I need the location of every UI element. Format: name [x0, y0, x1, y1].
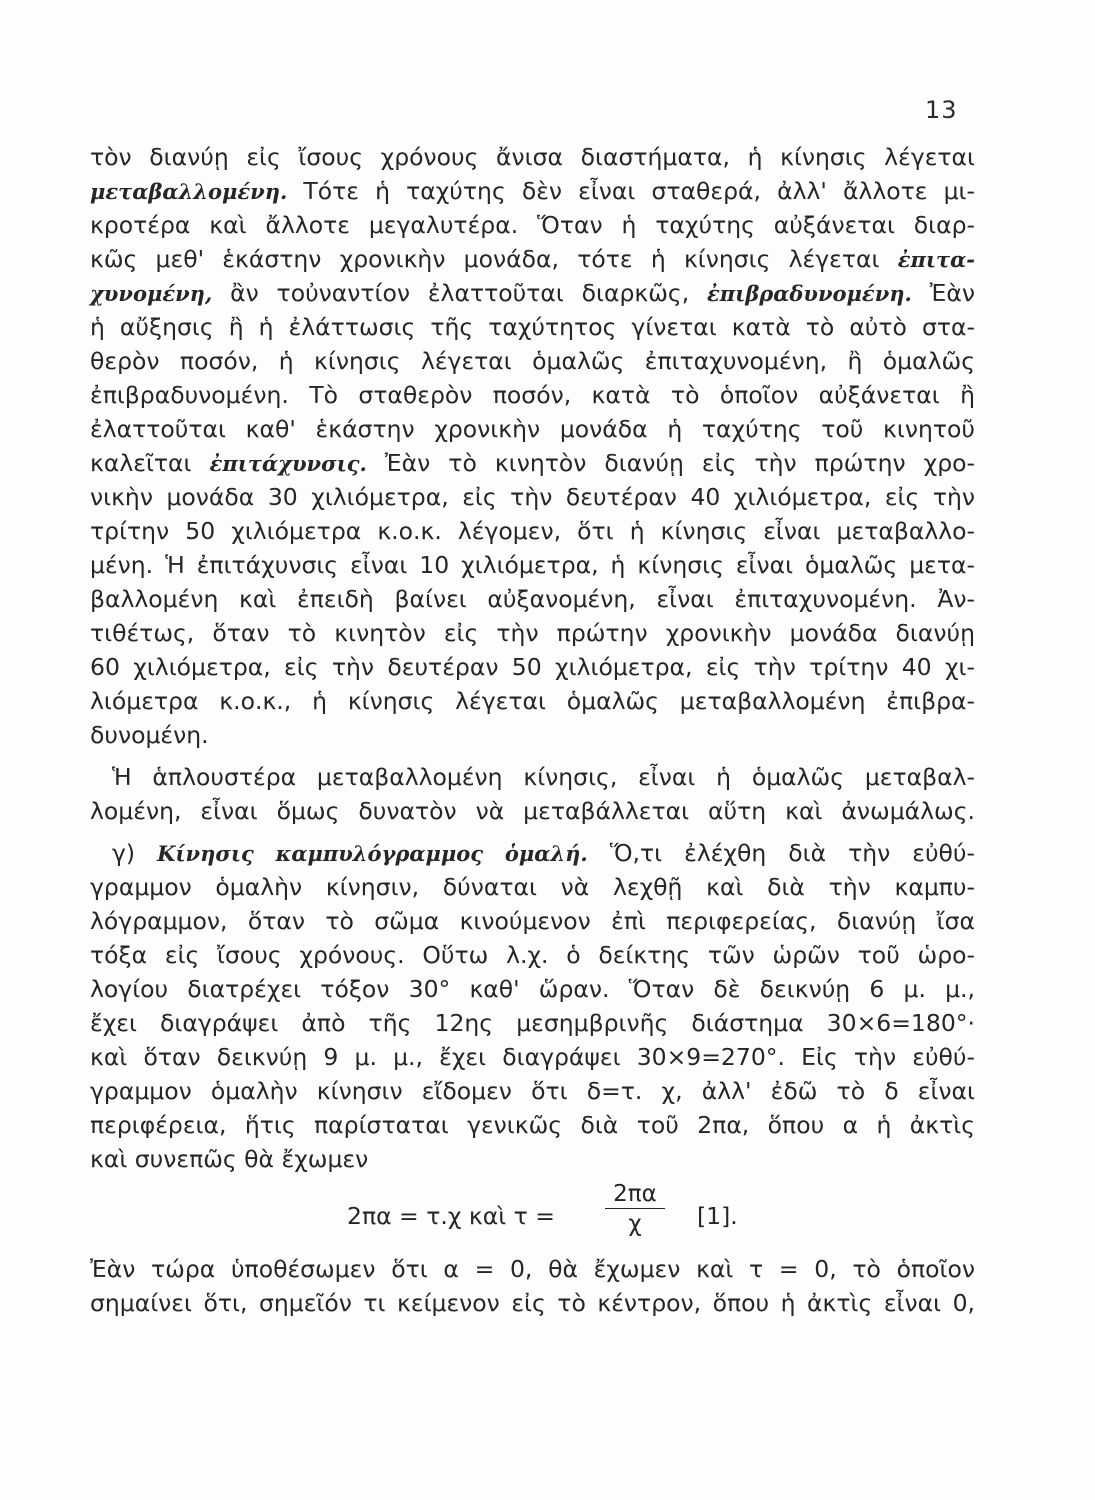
text-line: βαλλομένη καὶ ἐπειδὴ βαίνει αὐξανομένη, εἶναι ἐπιταχυνομένη. Ἀν-	[90, 585, 975, 613]
text-line: λομένη, εἶναι ὅμως δυνατὸν νὰ μεταβάλλεται αὕτη καὶ ἀνωμάλως.	[90, 797, 975, 825]
text-span: ἂν τοὐναντίον ἐλαττοῦται διαρκῶς,	[212, 279, 708, 307]
fraction-denominator: χ	[628, 1211, 642, 1237]
text-line: ἡ αὔξησις ἢ ἡ ἐλάττωσις τῆς ταχύτητος γίνεται κατὰ τὸ αὐτὸ στα-	[90, 313, 975, 341]
text-line: γραμμον ὁμαλὴν κίνησιν, δύναται νὰ λεχθῇ καὶ διὰ τὴν καμπυ-	[90, 873, 975, 901]
text-line: τιθέτως, ὅταν τὸ κινητὸν εἰς τὴν πρώτην χρονικὴν μονάδα διανύῃ	[90, 619, 975, 647]
text-line: τρίτην 50 χιλιόμετρα κ.ο.κ. λέγομεν, ὅτι ἡ κίνησις εἶναι μεταβαλλο-	[90, 517, 975, 545]
text-line: σημαίνει ὅτι, σημεῖόν τι κείμενον εἰς τὸ κέντρον, ὅπου ἡ ἀκτὶς εἶναι 0,	[90, 1289, 975, 1317]
text-line: νικὴν μονάδα 30 χιλιόμετρα, εἰς τὴν δευτέραν 40 χιλιόμετρα, εἰς τὴν	[90, 483, 975, 511]
page-number: 13	[925, 96, 958, 124]
emphasis-term: μεταβαλλομένη.	[90, 179, 288, 204]
text-line: λιόμετρα κ.ο.κ., ἡ κίνησις λέγεται ὁμαλῶς μεταβαλλομένη ἐπιβρα-	[90, 687, 975, 715]
text-span: Τότε ἡ ταχύτης δὲν εἶναι σταθερά, ἀλλ' ἄλλοτε μι-	[287, 177, 975, 205]
text-line	[90, 446, 975, 481]
text-span: γ)	[112, 839, 158, 867]
section-heading-line	[112, 836, 975, 871]
text-line	[90, 276, 975, 311]
emphasis-term: ἐπιβραδυνομένη.	[707, 281, 912, 306]
text-line: καὶ ὅταν δεικνύῃ 9 μ. μ., ἔχει διαγράψει 30×9=270°. Εἰς τὴν εὐθύ-	[90, 1043, 975, 1071]
text-line: δυνομένη.	[90, 721, 209, 749]
text-line: λόγραμμον, ὅταν τὸ σῶμα κινούμενον ἐπὶ περιφερείας, διανύῃ ἴσα	[90, 907, 975, 935]
text-line: μένη. Ἡ ἐπιτάχυνσις εἶναι 10 χιλιόμετρα, ἡ κίνησις εἶναι ὁμαλῶς μετα-	[90, 551, 975, 579]
text-line: γραμμον ὁμαλὴν κίνησιν εἴδομεν ὅτι δ=τ. χ, ἀλλ' ἐδῶ τὸ δ εἶναι	[90, 1077, 975, 1105]
text-line: ἔχει διαγράψει ἀπὸ τῆς 12ης μεσημβρινῆς διάστημα 30×6=180°·	[90, 1009, 975, 1037]
text-span: Ἐὰν τὸ κινητὸν διανύῃ εἰς τὴν πρώτην χρο-	[366, 449, 975, 477]
text-line: Ἐὰν τώρα ὑποθέσωμεν ὅτι α = 0, θὰ ἔχωμεν καὶ τ = 0, τὸ ὁποῖον	[90, 1255, 975, 1283]
text-line: κροτέρα καὶ ἄλλοτε μεγαλυτέρα. Ὅταν ἡ ταχύτης αὐξάνεται διαρ-	[90, 211, 975, 239]
text-span: κῶς μεθ' ἑκάστην χρονικὴν μονάδα, τότε ἡ κίνησις λέγεται	[90, 245, 898, 273]
text-line: ἐπιβραδυνομένη. Τὸ σταθερὸν ποσόν, κατὰ τὸ ὁποῖον αὐξάνεται ἢ	[90, 381, 975, 409]
emphasis-term: ἐπιτα-	[897, 247, 975, 272]
fraction-numerator: 2πα	[605, 1180, 665, 1209]
text-span: καλεῖται	[90, 449, 210, 477]
text-line: περιφέρεια, ἥτις παρίσταται γενικῶς διὰ τοῦ 2πα, ὅπου α ἡ ἀκτὶς	[90, 1111, 975, 1139]
emphasis-term: ἐπιτάχυνσις.	[209, 451, 367, 476]
text-line: τὸν διανύῃ εἰς ἴσους χρόνους ἄνισα διαστήματα, ἡ κίνησις λέγεται	[90, 143, 975, 171]
text-line: τόξα εἰς ἴσους χρόνους. Οὕτω λ.χ. ὁ δείκτης τῶν ὡρῶν τοῦ ὡρο-	[90, 941, 975, 969]
text-line: καὶ συνεπῶς θὰ ἔχωμεν	[90, 1145, 369, 1173]
emphasis-term: χυνομένη,	[90, 281, 213, 306]
section-heading: Κίνησις καμπυλόγραμμος ὁμαλή.	[157, 841, 588, 866]
equation-number: [1].	[697, 1202, 738, 1230]
text-line: λογίου διατρέχει τόξον 30° καθ' ὥραν. Ὅταν δὲ δεικνύῃ 6 μ. μ.,	[90, 975, 975, 1003]
text-line: 60 χιλιόμετρα, εἰς τὴν δευτέραν 50 χιλιόμετρα, εἰς τὴν τρίτην 40 χι-	[90, 653, 975, 681]
text-line: θερὸν ποσόν, ἡ κίνησις λέγεται ὁμαλῶς ἐπιταχυνομένη, ἢ ὁμαλῶς	[90, 347, 975, 375]
text-line: ἐλαττοῦται καθ' ἑκάστην χρονικὴν μονάδα ἡ ταχύτης τοῦ κινητοῦ	[90, 415, 975, 443]
equation-lhs: 2πα = τ.χ καὶ τ =	[347, 1202, 555, 1230]
text-span: Ὅ,τι ἐλέχθη διὰ τὴν εὐθύ-	[587, 839, 975, 867]
text-span: Ἐὰν	[911, 279, 976, 307]
fraction	[605, 1180, 665, 1239]
text-line	[90, 174, 975, 209]
text-line: Ἡ ἁπλουστέρα μεταβαλλομένη κίνησις, εἶναι ἡ ὁμαλῶς μεταβαλ-	[112, 763, 975, 791]
text-line	[90, 242, 975, 277]
